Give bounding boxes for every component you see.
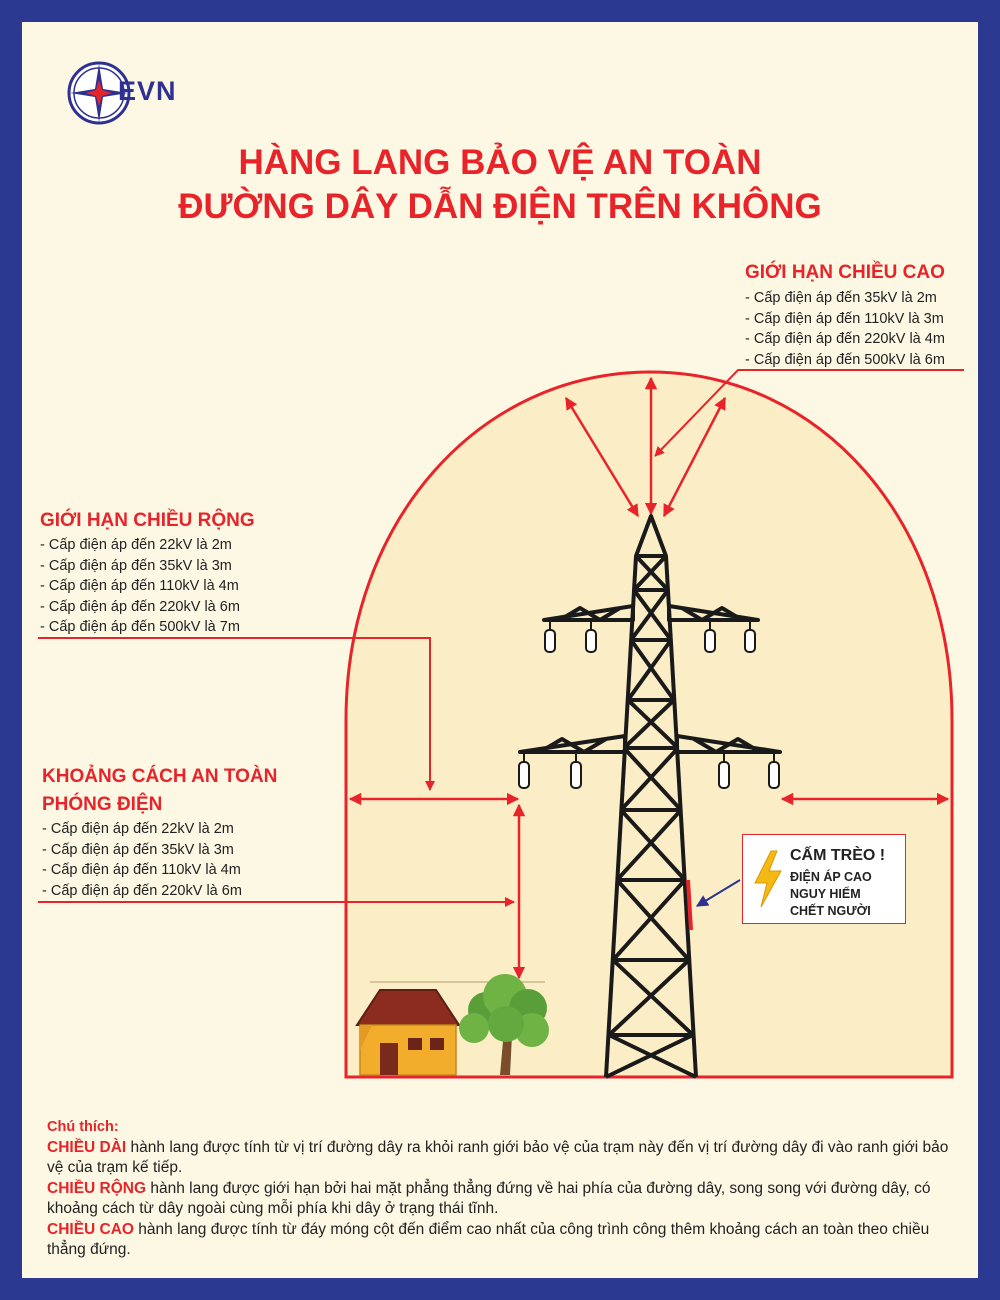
note-keyword: CHIỀU CAO (47, 1220, 134, 1238)
note-height (47, 1220, 957, 1261)
note-keyword: CHIỀU RỘNG (47, 1179, 147, 1197)
list-item: - Cấp điện áp đến 35kV là 3m (42, 841, 234, 858)
sign-line: NGUY HIỂM (790, 887, 861, 901)
logo-text: EVN (118, 76, 177, 106)
safe-distance-heading-line2: PHÓNG ĐIỆN (42, 794, 163, 815)
list-item: - Cấp điện áp đến 35kV là 3m (40, 557, 232, 574)
list-item: - Cấp điện áp đến 22kV là 2m (40, 537, 232, 553)
list-item: - Cấp điện áp đến 110kV là 4m (40, 578, 239, 594)
warning-sign (742, 834, 906, 924)
notes-section (47, 1117, 957, 1261)
lightning-icon (751, 849, 785, 909)
sign-line: ĐIỆN ÁP CAO (790, 870, 872, 884)
width-limit-list (40, 535, 240, 638)
page-title-line1: HÀNG LANG BẢO VỆ AN TOÀN (238, 143, 762, 182)
sign-line: CHẾT NGƯỜI (790, 904, 871, 918)
list-item: - Cấp điện áp đến 110kV là 4m (42, 862, 241, 878)
list-item: - Cấp điện áp đến 500kV là 7m (40, 619, 240, 635)
list-item: - Cấp điện áp đến 220kV là 6m (42, 882, 242, 899)
list-item: - Cấp điện áp đến 35kV là 2m (745, 290, 937, 306)
list-item: - Cấp điện áp đến 22kV là 2m (42, 821, 234, 837)
note-text: hành lang được tính từ đáy móng cột đến điểm cao nhất của công trình công thêm khoảng cách an toàn theo chiều thẳng đứng. (47, 1220, 930, 1258)
note-length (47, 1138, 957, 1179)
safe-distance-list (42, 819, 242, 901)
list-item: - Cấp điện áp đến 220kV là 6m (40, 598, 240, 615)
page-title-line2: ĐƯỜNG DÂY DẪN ĐIỆN TRÊN KHÔNG (178, 187, 822, 226)
list-item: - Cấp điện áp đến 500kV là 6m (745, 351, 945, 368)
house-illustration (357, 990, 459, 1075)
width-limit-heading: GIỚI HẠN CHIỀU RỘNG (40, 510, 255, 531)
notes-title: Chú thích: (47, 1119, 119, 1135)
note-text: hành lang được tính từ vị trí đường dây ra khỏi ranh giới bảo vệ của trạm này đến vị trí đường dây đi vào ranh giới bảo vệ của trạm kế tiếp. (47, 1138, 949, 1176)
sign-title: CẤM TRÈO ! (790, 847, 886, 864)
list-item: - Cấp điện áp đến 220kV là 4m (745, 331, 945, 347)
list-item: - Cấp điện áp đến 110kV là 3m (745, 310, 944, 327)
height-limit-list (745, 288, 945, 370)
note-width (47, 1179, 957, 1220)
sign-body (790, 869, 872, 920)
height-limit-heading: GIỚI HẠN CHIỀU CAO (745, 262, 945, 283)
note-keyword: CHIỀU DÀI (47, 1138, 127, 1156)
note-text: hành lang được giới hạn bởi hai mặt phẳng thẳng đứng về hai phía của đường dây, song song với đường dây, có khoảng cách từ dây ngoài cùng mỗi phía khi dây ở trạng thái tĩnh. (47, 1179, 931, 1217)
safe-distance-heading-line1: KHOẢNG CÁCH AN TOÀN (42, 766, 278, 787)
